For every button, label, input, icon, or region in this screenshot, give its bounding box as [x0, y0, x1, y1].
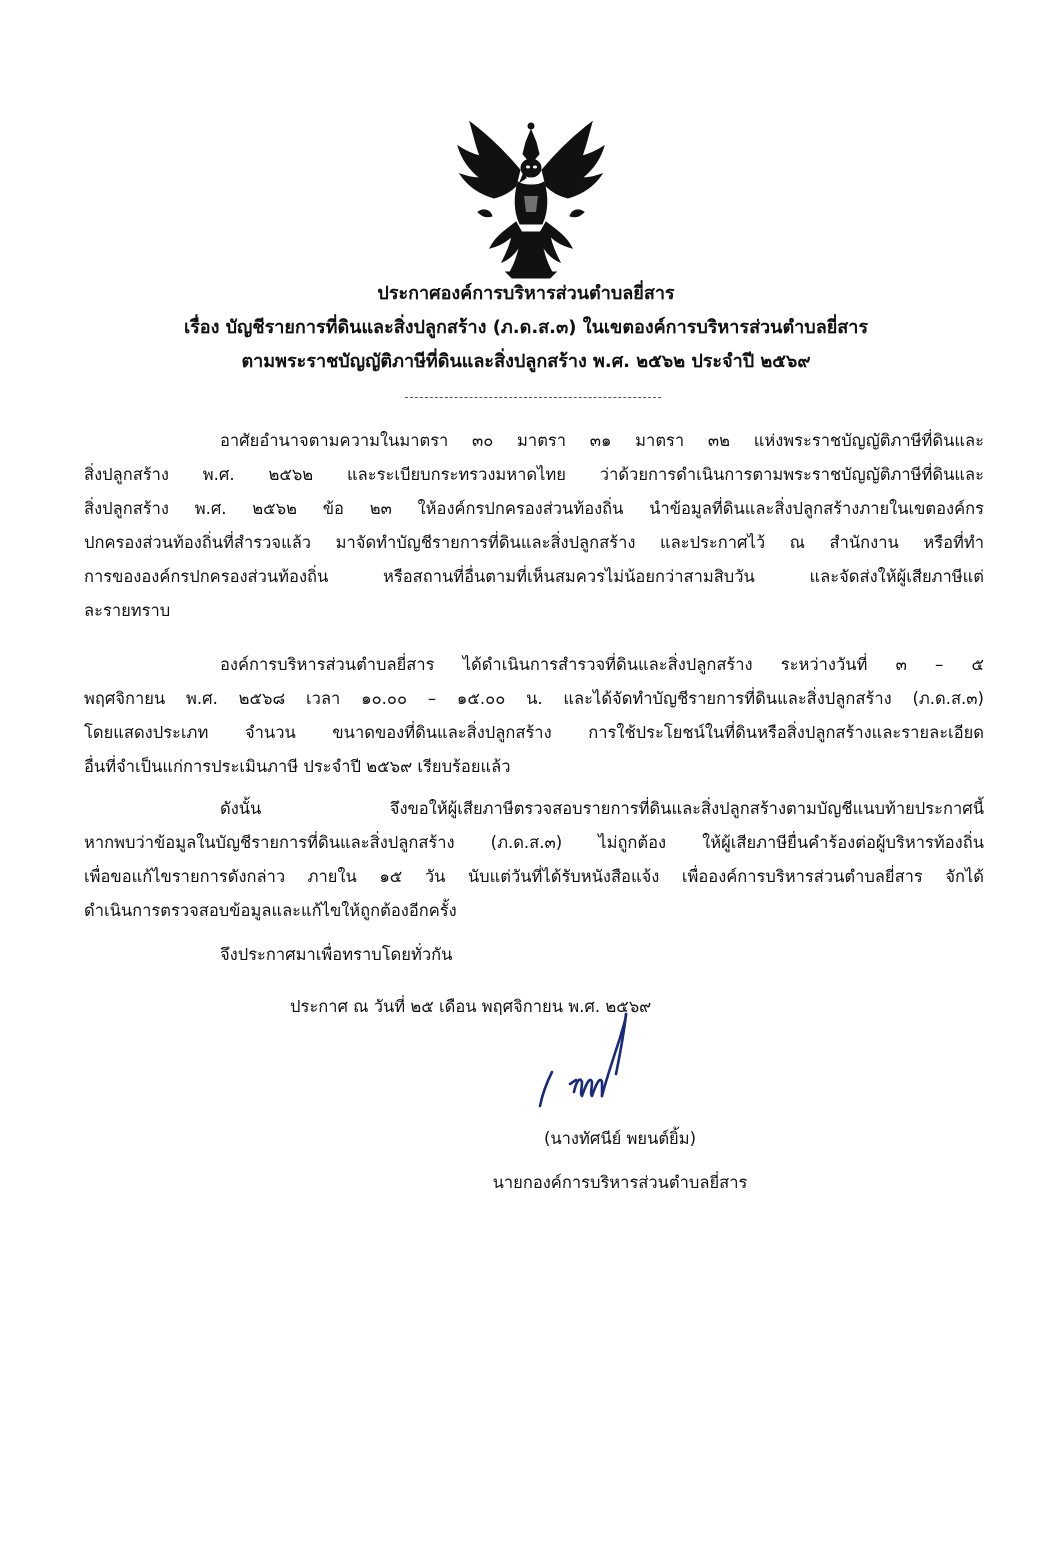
announcement-law-reference: ตามพระราชบัญญัติภาษีที่ดินและสิ่งปลูกสร้าง พ.ศ. ๒๕๖๒ ประจำปี ๒๕๖๙: [241, 351, 811, 372]
paragraph-line: เพื่อขอแก้ไขรายการดังกล่าว ภายใน ๑๕ วัน นับแต่วันที่ได้รับหนังสือแจ้ง เพื่อองค์การบริหารส่วนตำบลยี่สาร จักได้: [84, 867, 984, 886]
paragraph-line: ดำเนินการตรวจสอบข้อมูลและแก้ไขให้ถูกต้องอีกครั้ง: [84, 901, 457, 920]
paragraph-line: พฤศจิกายน พ.ศ. ๒๕๖๘ เวลา ๑๐.๐๐ – ๑๕.๐๐ น. และได้จัดทำบัญชีรายการที่ดินและสิ่งปลูกสร้าง (ภ.ด.ส.๓): [84, 689, 984, 708]
signatory-position: นายกองค์การบริหารส่วนตำบลยี่สาร: [492, 1173, 748, 1192]
paragraph-2: [84, 648, 984, 784]
paragraph-line: องค์การบริหารส่วนตำบลยี่สาร ได้ดำเนินการสำรวจที่ดินและสิ่งปลูกสร้าง ระหว่างวันที่ ๓ – ๕: [220, 655, 984, 674]
paragraph-3: [84, 792, 984, 928]
paragraph-line: ปกครองส่วนท้องถิ่นที่สำรวจแล้ว มาจัดทำบัญชีรายการที่ดินและสิ่งปลูกสร้าง และประกาศไว้ ณ สำนักงาน หรือที่ทำ: [84, 533, 984, 552]
heading-divider: [405, 397, 661, 398]
paragraph-line: โดยแสดงประเภท จำนวน ขนาดของที่ดินและสิ่งปลูกสร้าง การใช้ประโยชน์ในที่ดินหรือสิ่งปลูกสร้างและรายละเอียด: [84, 723, 984, 742]
paragraph-line: สิ่งปลูกสร้าง พ.ศ. ๒๕๖๒ และระเบียบกระทรวงมหาดไทย ว่าด้วยการดำเนินการตามพระราชบัญญัติภาษีที่ดินและ: [84, 465, 984, 484]
paragraph-line: อื่นที่จำเป็นแก่การประเมินภาษี ประจำปี ๒๕๖๙ เรียบร้อยแล้ว: [84, 757, 511, 776]
handwritten-signature: [530, 1010, 650, 1120]
announcement-title: ประกาศองค์การบริหารส่วนตำบลยี่สาร: [377, 283, 675, 304]
signatory-name: (นางทัศนีย์ พยนต์ยิ้ม): [543, 1129, 697, 1148]
announcement-heading: [0, 277, 1052, 379]
closing-statement: จึงประกาศมาเพื่อทราบโดยทั่วกัน: [220, 945, 453, 964]
garuda-emblem-icon: [450, 112, 612, 280]
announcement-subject: เรื่อง บัญชีรายการที่ดินและสิ่งปลูกสร้าง (ภ.ด.ส.๓) ในเขตองค์การบริหารส่วนตำบลยี่สาร: [183, 317, 869, 338]
paragraph-line: หากพบว่าข้อมูลในบัญชีรายการที่ดินและสิ่งปลูกสร้าง (ภ.ด.ส.๓) ไม่ถูกต้อง ให้ผู้เสียภาษียื่นคำร้องต่อผู้บริหารท้องถิ่น: [84, 833, 984, 852]
announcement-date: ประกาศ ณ วันที่ ๒๕ เดือน พฤศจิกายน พ.ศ. ๒๕๖๙: [290, 997, 652, 1016]
paragraph-line: อาศัยอำนาจตามความในมาตรา ๓๐ มาตรา ๓๑ มาตรา ๓๒ แห่งพระราชบัญญัติภาษีที่ดินและ: [220, 431, 984, 450]
paragraph-line: สิ่งปลูกสร้าง พ.ศ. ๒๕๖๒ ข้อ ๒๓ ให้องค์กรปกครองส่วนท้องถิ่น นำข้อมูลที่ดินและสิ่งปลูกสร้างภายในเขตองค์กร: [84, 499, 984, 518]
paragraph-line: ละรายทราบ: [84, 601, 171, 620]
paragraph-line: ดังนั้น จึงขอให้ผู้เสียภาษีตรวจสอบรายการที่ดินและสิ่งปลูกสร้างตามบัญชีแนบท้ายประกาศนี้: [220, 799, 984, 818]
paragraph-1: [84, 424, 984, 628]
paragraph-line: การขององค์กรปกครองส่วนท้องถิ่น หรือสถานที่อื่นตามที่เห็นสมควรไม่น้อยกว่าสามสิบวัน และจัดส่งให้ผู้เสียภาษีแต่: [84, 567, 984, 586]
